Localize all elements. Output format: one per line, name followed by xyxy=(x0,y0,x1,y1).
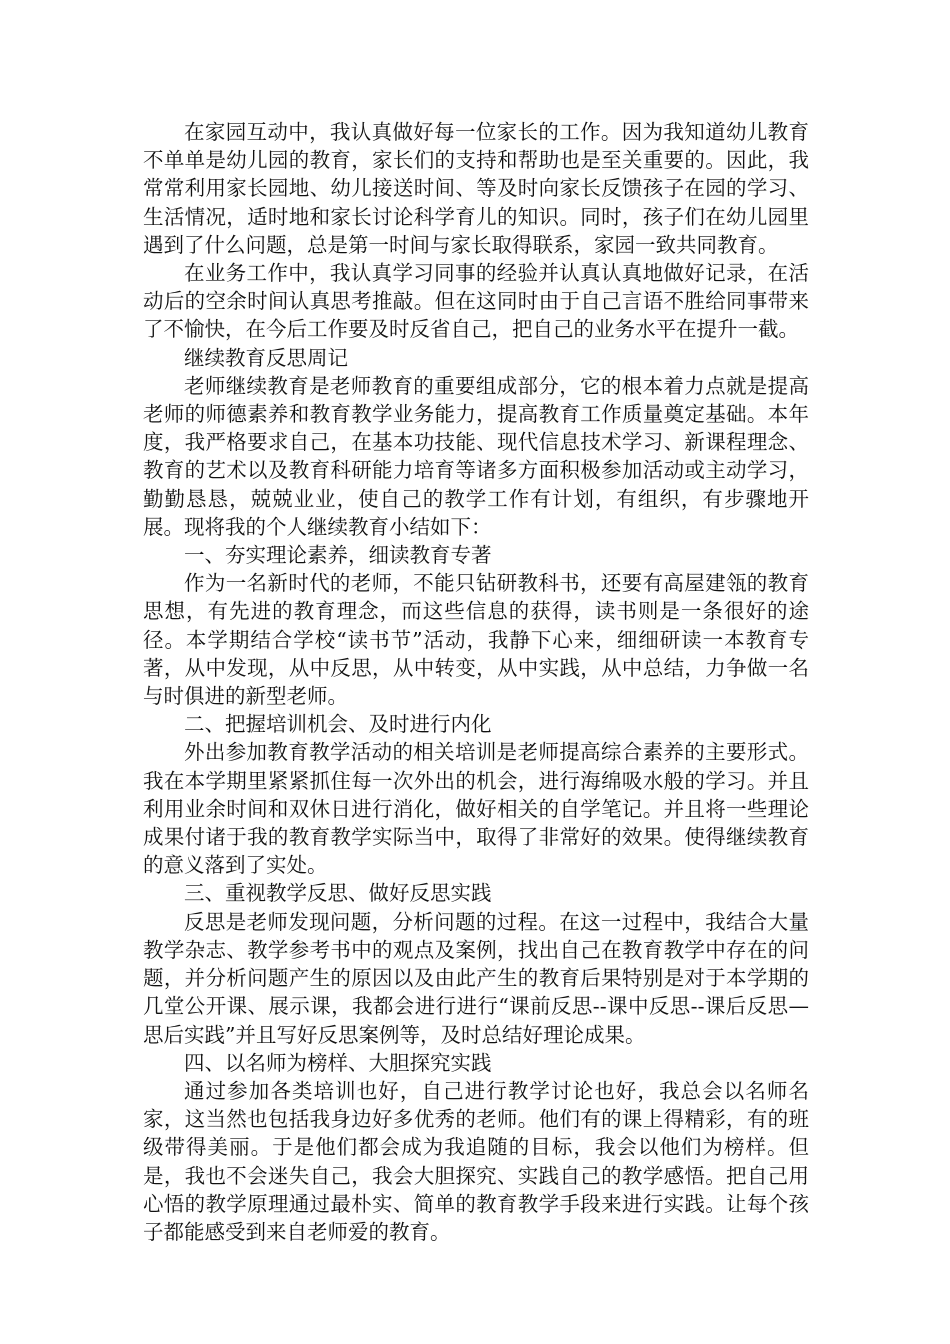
heading-four: 四、以名师为榜样、大胆探究实践 xyxy=(184,1050,492,1075)
heading-two: 二、把握培训机会、及时进行内化 xyxy=(184,712,492,737)
document-page xyxy=(143,118,809,1246)
paragraph-intro: 老师继续教育是老师教育的重要组成部分，它的根本着力点就是提高老师的师德素养和教育教学业务能力，提高教育工作质量奠定基础。本年度，我严格要求自己，在基本功技能、现代信息技术学习、新课程理念、教育的艺术以及教育科研能力培育等诸多方面积极参加活动或主动学习，勤勤恳恳，兢兢业业，使自己的教学工作有计划，有组织，有步骤地开展。现将我的个人继续教育小结如下： xyxy=(143,373,809,539)
section-title: 继续教育反思周记 xyxy=(184,345,348,370)
paragraph-professional-work: 在业务工作中，我认真学习同事的经验并认真认真地做好记录，在活动后的空余时间认真思考推敲。但在这同时由于自己言语不胜给同事带来了不愉快，在今后工作要及时反省自己，把自己的业务水平在提升一截。 xyxy=(143,261,809,342)
paragraph-one: 作为一名新时代的老师，不能只钻研教科书，还要有高屋建瓴的教育思想，有先进的教育理念，而这些信息的获得，读书则是一条很好的途径。本学期结合学校“读书节”活动，我静下心来，细细研读一本教育专著，从中发现，从中反思，从中转变，从中实践，从中总结，力争做一名与时俱进的新型老师。 xyxy=(143,571,809,709)
heading-one: 一、夯实理论素养，细读教育专著 xyxy=(184,543,492,568)
heading-three: 三、重视教学反思、做好反思实践 xyxy=(184,881,492,906)
paragraph-four: 通过参加各类培训也好，自己进行教学讨论也好，我总会以名师名家，这当然也包括我身边好多优秀的老师。他们有的课上得精彩，有的班级带得美丽。于是他们都会成为我追随的目标，我会以他们为榜样。但是，我也不会迷失自己，我会大胆探究、实践自己的教学感悟。把自己用心悟的教学原理通过最朴实、简单的教育教学手段来进行实践。让每个孩子都能感受到来自老师爱的教育。 xyxy=(143,1078,809,1244)
paragraph-three: 反思是老师发现问题，分析问题的过程。在这一过程中，我结合大量教学杂志、教学参考书中的观点及案例，找出自己在教育教学中存在的问题，并分析问题产生的原因以及由此产生的教育后果特别是对于本学期的几堂公开课、展示课，我都会进行进行“课前反思--课中反思--课后反思—思后实践”并且写好反思案例等，及时总结好理论成果。 xyxy=(143,909,809,1047)
paragraph-two: 外出参加教育教学活动的相关培训是老师提高综合素养的主要形式。我在本学期里紧紧抓住每一次外出的机会，进行海绵吸水般的学习。并且利用业余时间和双休日进行消化，做好相关的自学笔记。并且将一些理论成果付诸于我的教育教学实际当中，取得了非常好的效果。使得继续教育的意义落到了实处。 xyxy=(143,740,809,878)
paragraph-home-school-interaction: 在家园互动中，我认真做好每一位家长的工作。因为我知道幼儿教育不单单是幼儿园的教育，家长们的支持和帮助也是至关重要的。因此，我常常利用家长园地、幼儿接送时间、等及时向家长反馈孩子在园的学习、生活情况，适时地和家长讨论科学育儿的知识。同时，孩子们在幼儿园里遇到了什么问题，总是第一时间与家长取得联系，家园一致共同教育。 xyxy=(143,120,809,257)
